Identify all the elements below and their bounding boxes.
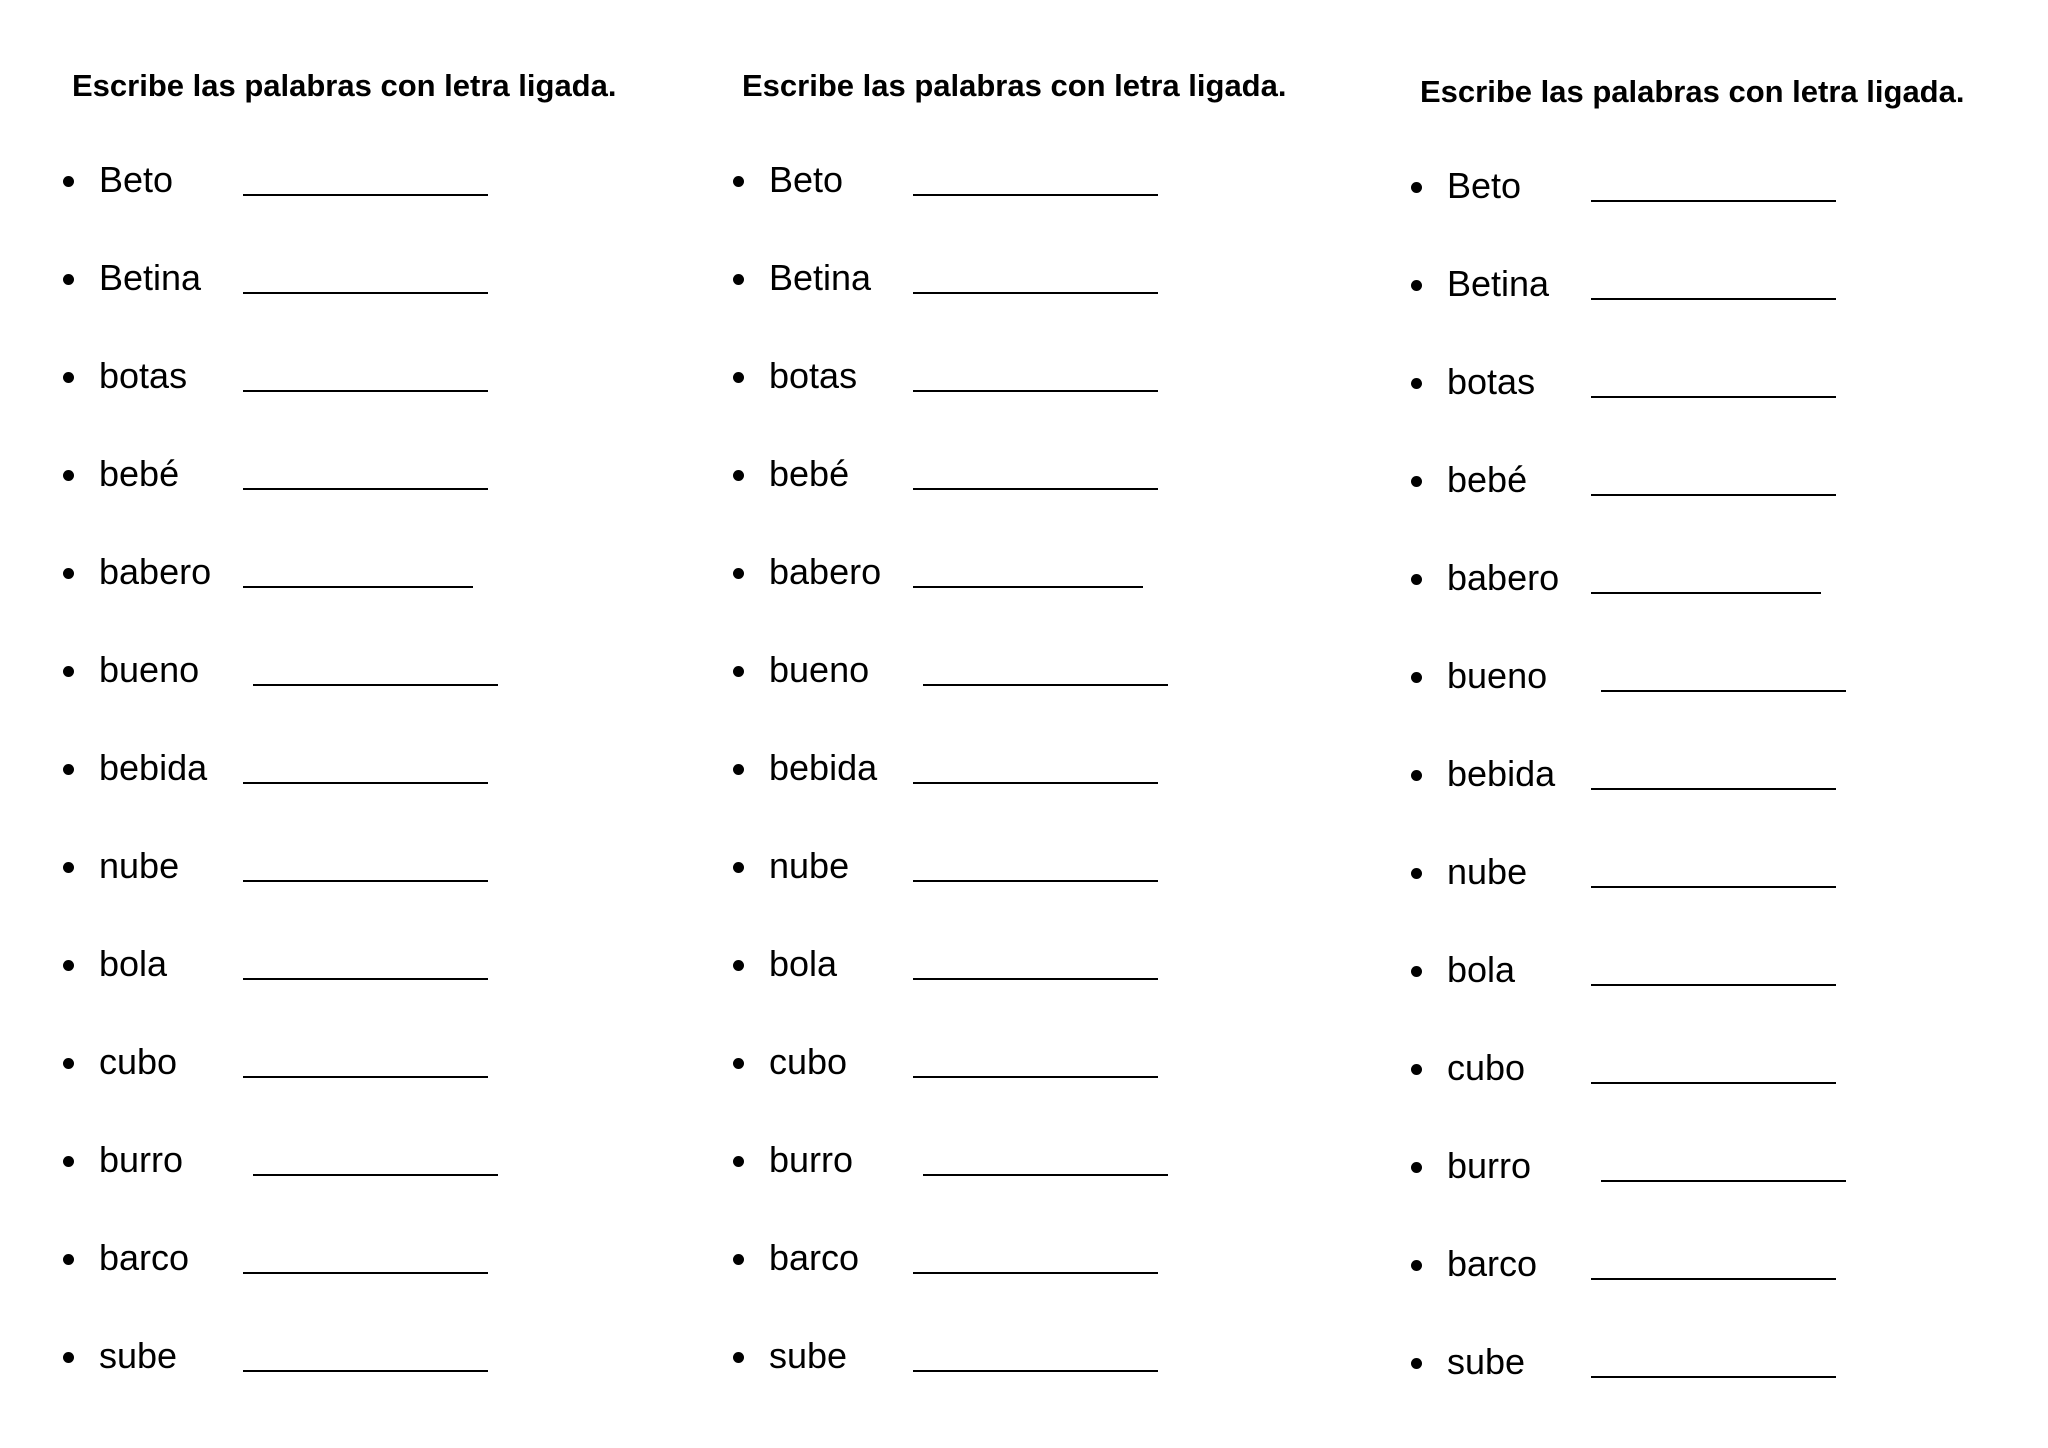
word-label: burro [769,1139,854,1180]
list-item [1411,946,2048,1006]
answer-blank-line [923,1174,1168,1176]
word-label: sube [1447,1341,1526,1382]
list-item [63,1038,703,1098]
bullet-icon [63,274,74,285]
list-item [63,450,703,510]
word-label: bebé [769,453,850,494]
word-label: bola [1447,949,1516,990]
list-item [1411,456,2048,516]
worksheet-column-1 [72,64,712,1376]
word-label: nube [1447,851,1528,892]
word-label: cubo [1447,1047,1526,1088]
bullet-icon [733,1352,744,1363]
list-item [733,1332,1373,1392]
instruction-heading: Escribe las palabras con letra ligada. [72,68,617,103]
word-label: Betina [1447,263,1550,304]
list-item [733,254,1373,314]
answer-blank-line [913,1076,1158,1078]
list-item [1411,848,2048,908]
answer-blank-line [913,194,1158,196]
list-item [733,352,1373,412]
word-label: botas [1447,361,1536,402]
list-item [63,254,703,314]
answer-blank-line [1591,886,1836,888]
answer-blank-line [913,390,1158,392]
answer-blank-line [253,684,498,686]
answer-blank-line [913,782,1158,784]
word-label: sube [99,1335,178,1376]
answer-blank-line [243,1272,488,1274]
answer-blank-line [913,586,1143,588]
bullet-icon [1411,1260,1422,1271]
word-label: burro [1447,1145,1532,1186]
bullet-icon [733,470,744,481]
bullet-icon [733,176,744,187]
word-label: babero [1447,557,1560,598]
bullet-icon [63,960,74,971]
answer-blank-line [913,978,1158,980]
word-label: cubo [99,1041,178,1082]
answer-blank-line [913,1272,1158,1274]
answer-blank-line [1601,690,1846,692]
bullet-icon [733,274,744,285]
instruction-heading: Escribe las palabras con letra ligada. [1420,74,1965,109]
bullet-icon [1411,770,1422,781]
bullet-icon [1411,672,1422,683]
list-item [63,1234,703,1294]
answer-blank-line [1591,1278,1836,1280]
list-item [733,940,1373,1000]
list-item [63,1136,703,1196]
bullet-icon [63,666,74,677]
answer-blank-line [1591,1376,1836,1378]
bullet-icon [63,1058,74,1069]
bullet-icon [733,764,744,775]
list-item [1411,358,2048,418]
answer-blank-line [913,488,1158,490]
answer-blank-line [243,880,488,882]
list-item [733,842,1373,902]
answer-blank-line [1591,494,1836,496]
answer-blank-line [243,390,488,392]
word-label: Beto [769,159,844,200]
bullet-icon [1411,868,1422,879]
bullet-icon [1411,280,1422,291]
answer-blank-line [1591,592,1821,594]
word-label: babero [769,551,882,592]
answer-blank-line [1591,1082,1836,1084]
bullet-icon [1411,476,1422,487]
list-item [1411,1338,2048,1398]
list-item [1411,1142,2048,1202]
bullet-icon [1411,574,1422,585]
bullet-icon [1411,966,1422,977]
answer-blank-line [253,1174,498,1176]
bullet-icon [63,176,74,187]
list-item [733,646,1373,706]
answer-blank-line [1591,200,1836,202]
bullet-icon [1411,182,1422,193]
bullet-icon [1411,378,1422,389]
instruction-heading: Escribe las palabras con letra ligada. [742,68,1287,103]
list-item [63,156,703,216]
word-label: barco [769,1237,860,1278]
word-label: bebida [769,747,878,788]
word-label: Beto [1447,165,1522,206]
list-item [1411,750,2048,810]
list-item [733,744,1373,804]
answer-blank-line [1591,984,1836,986]
bullet-icon [63,764,74,775]
word-label: Beto [99,159,174,200]
bullet-icon [63,470,74,481]
bullet-icon [1411,1358,1422,1369]
bullet-icon [1411,1162,1422,1173]
bullet-icon [733,372,744,383]
word-label: babero [99,551,212,592]
word-label: Betina [769,257,872,298]
answer-blank-line [913,1370,1158,1372]
bullet-icon [63,1254,74,1265]
list-item [63,744,703,804]
list-item [63,940,703,1000]
bullet-icon [63,568,74,579]
word-label: bebé [1447,459,1528,500]
bullet-icon [1411,1064,1422,1075]
answer-blank-line [243,1076,488,1078]
answer-blank-line [1591,396,1836,398]
word-label: barco [99,1237,190,1278]
word-label: bueno [99,649,200,690]
list-item [733,548,1373,608]
list-item [1411,652,2048,712]
answer-blank-line [913,880,1158,882]
list-item [733,156,1373,216]
list-item [733,1234,1373,1294]
answer-blank-line [1591,298,1836,300]
list-item [63,1332,703,1392]
worksheet-column-3 [1420,70,2048,1382]
word-label: Betina [99,257,202,298]
list-item [733,1136,1373,1196]
word-label: barco [1447,1243,1538,1284]
list-item [63,842,703,902]
word-label: botas [769,355,858,396]
list-item [1411,554,2048,614]
word-label: bueno [1447,655,1548,696]
word-label: sube [769,1335,848,1376]
word-label: bebida [1447,753,1556,794]
answer-blank-line [243,292,488,294]
bullet-icon [63,372,74,383]
answer-blank-line [243,1370,488,1372]
list-item [1411,1240,2048,1300]
bullet-icon [733,1254,744,1265]
list-item [733,1038,1373,1098]
word-label: bueno [769,649,870,690]
answer-blank-line [243,194,488,196]
list-item [63,352,703,412]
word-label: burro [99,1139,184,1180]
list-item [733,450,1373,510]
word-label: bebida [99,747,208,788]
bullet-icon [733,960,744,971]
answer-blank-line [243,586,473,588]
word-label: botas [99,355,188,396]
list-item [63,548,703,608]
word-label: bebé [99,453,180,494]
answer-blank-line [243,488,488,490]
word-label: nube [99,845,180,886]
list-item [1411,260,2048,320]
bullet-icon [733,666,744,677]
word-label: bola [99,943,168,984]
bullet-icon [63,1352,74,1363]
worksheet-column-2 [742,64,1382,1376]
bullet-icon [733,1058,744,1069]
answer-blank-line [243,782,488,784]
word-label: bola [769,943,838,984]
list-item [63,646,703,706]
bullet-icon [63,862,74,873]
answer-blank-line [243,978,488,980]
answer-blank-line [923,684,1168,686]
answer-blank-line [913,292,1158,294]
answer-blank-line [1601,1180,1846,1182]
word-label: nube [769,845,850,886]
list-item [1411,1044,2048,1104]
word-label: cubo [769,1041,848,1082]
answer-blank-line [1591,788,1836,790]
bullet-icon [733,862,744,873]
bullet-icon [733,1156,744,1167]
bullet-icon [63,1156,74,1167]
list-item [1411,162,2048,222]
bullet-icon [733,568,744,579]
